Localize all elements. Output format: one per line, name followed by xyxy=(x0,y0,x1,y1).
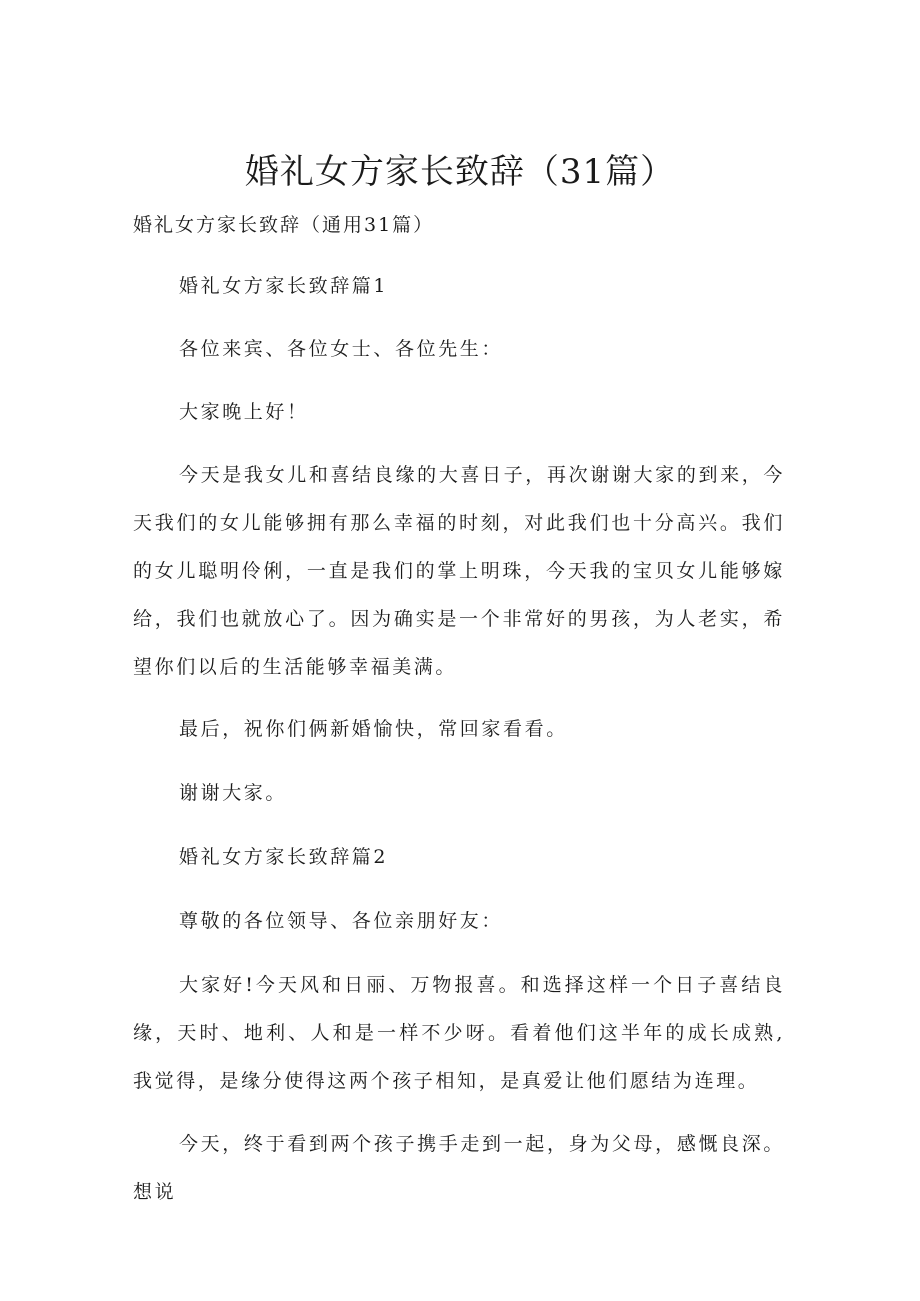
thanks-line: 谢谢大家。 xyxy=(179,782,288,804)
greeting-line: 各位来宾、各位女士、各位先生： xyxy=(179,338,504,360)
greeting-line-2: 尊敬的各位领导、各位亲朋好友： xyxy=(179,910,504,932)
section-heading-2: 婚礼女方家长致辞篇2 xyxy=(179,846,389,868)
body-paragraph: 今天是我女儿和喜结良缘的大喜日子，再次谢谢大家的到来，今天我们的女儿能够拥有那么幸福的时刻，对此我们也十分高兴。我们的女儿聪明伶俐，一直是我们的掌上明珠，今天我的宝贝女儿能够嫁给，我们也就放心了。因为确实是一个非常好的男孩，为人老实，希望你们以后的生活能够幸福美满。 xyxy=(133,464,785,678)
section-heading-1: 婚礼女方家长致辞篇1 xyxy=(179,275,389,297)
document-subtitle: 婚礼女方家长致辞（通用31篇） xyxy=(133,214,435,236)
body-paragraph-2: 大家好!今天风和日丽、万物报喜。和选择这样一个日子喜结良缘，天时、地利、人和是一样不少呀。看着他们这半年的成长成熟,我觉得，是缘分使得这两个孩子相知，是真爱让他们愿结为连理。 xyxy=(133,974,785,1092)
blessing-line: 最后，祝你们俩新婚愉快，常回家看看。 xyxy=(179,718,568,740)
salutation-line: 大家晚上好！ xyxy=(179,401,309,423)
document-title: 婚礼女方家长致辞（31篇） xyxy=(244,152,676,192)
body-paragraph-3: 今天，终于看到两个孩子携手走到一起，身为父母，感慨良深。想说 xyxy=(133,1133,785,1203)
